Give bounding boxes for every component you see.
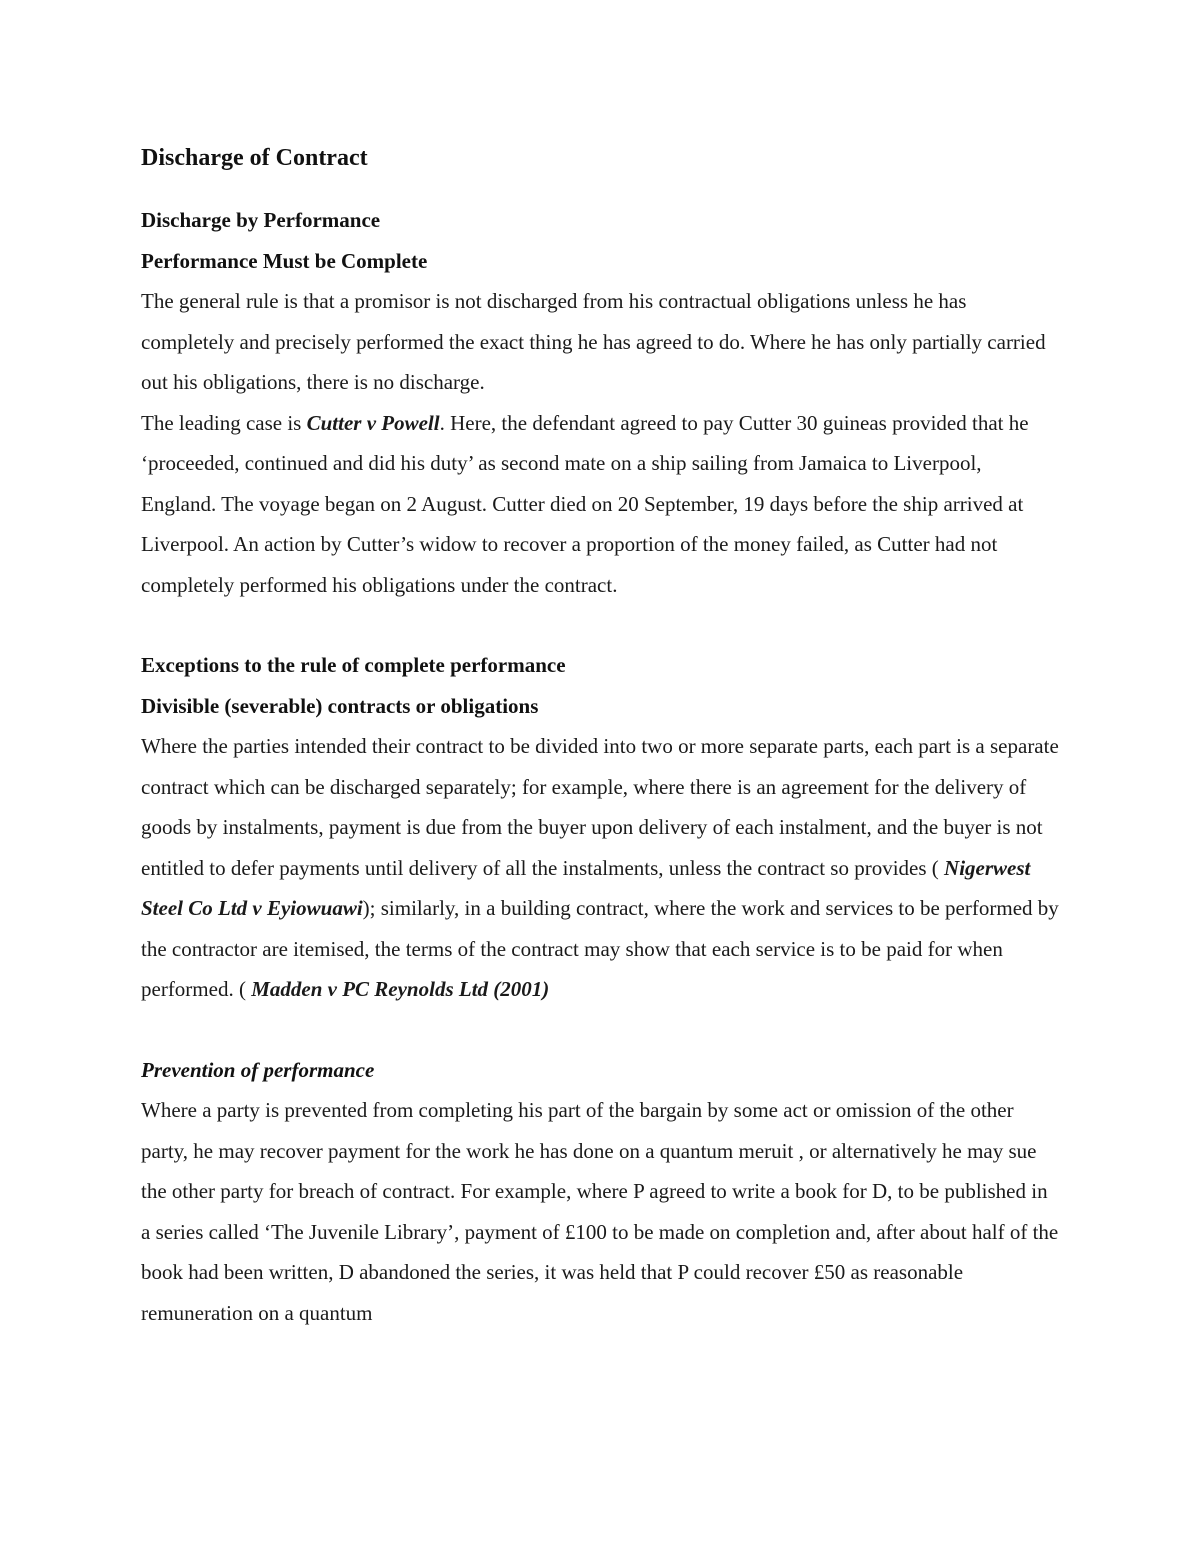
section-heading-prevention-of-performance: Prevention of performance xyxy=(141,1057,375,1082)
paragraph-gap xyxy=(141,605,1061,645)
document-title: Discharge of Contract xyxy=(141,145,368,171)
paragraph-text: ); similarly, in a building contract, where the work and services to be performed by the contractor are itemised, the terms of the contract may show that each service is to be paid for when performed. ( xyxy=(141,896,1059,1001)
case-citation-nigerwest: Nigerwest Steel Co Ltd v Eyiowuawi xyxy=(141,855,1031,920)
paragraph-prevention: Where a party is prevented from completing his part of the bargain by some act or omission of the other party, he may recover payment for the work he has done on a quantum meruit , or alternatively he may sue the other party for breach of contract. For example, where P agreed to write a book for D, to be published in a series called ‘The Juvenile Library’, payment of £100 to be made on completion and, after about half of the book had been written, D abandoned the series, it was held that P could recover £50 as reasonable remuneration on a quantum xyxy=(141,1098,1059,1325)
section-heading-discharge-by-performance: Discharge by Performance xyxy=(141,208,381,232)
case-citation-cutter-v-powell: Cutter v Powell xyxy=(306,410,440,435)
document-page xyxy=(141,140,1061,1333)
paragraph-text: . Here, the defendant agreed to pay Cutter 30 guineas provided that he ‘proceeded, continued and did his duty’ as second mate on a ship sailing from Jamaica to Liverpool, England. The voyage began on 2 August. Cutter died on 20 September, 19 days before the ship arrived at Liverpool. An action by Cutter’s widow to recover a proportion of the money failed, as Cutter had not completely performed his obligations under the contract. xyxy=(141,410,1029,597)
paragraph-gap xyxy=(141,1010,1061,1050)
paragraph-text: Where the parties intended their contract to be divided into two or more separate parts, each part is a separate contract which can be discharged separately; for example, where there is an agreement for the delivery of goods by instalments, payment is due from the buyer upon delivery of each instalment, and the buyer is not entitled to defer payments until delivery of all the instalments, unless the contract so provides ( xyxy=(141,734,1059,880)
case-citation-madden: Madden v PC Reynolds Ltd (2001) xyxy=(251,977,550,1001)
section-heading-exceptions: Exceptions to the rule of complete performance xyxy=(141,653,566,677)
paragraph-general-rule: The general rule is that a promisor is not discharged from his contractual obligations unless he has completely and precisely performed the exact thing he has agreed to do. Where he has only partially carried out his obligations, there is no discharge. xyxy=(141,289,1046,394)
paragraph-text: The leading case is xyxy=(141,410,307,435)
subheading-divisible-contracts: Divisible (severable) contracts or obligations xyxy=(141,693,539,718)
paragraph-divisible-contracts xyxy=(141,726,1061,1010)
paragraph-leading-case xyxy=(141,403,1061,606)
subheading-performance-must-be-complete: Performance Must be Complete xyxy=(141,248,428,273)
